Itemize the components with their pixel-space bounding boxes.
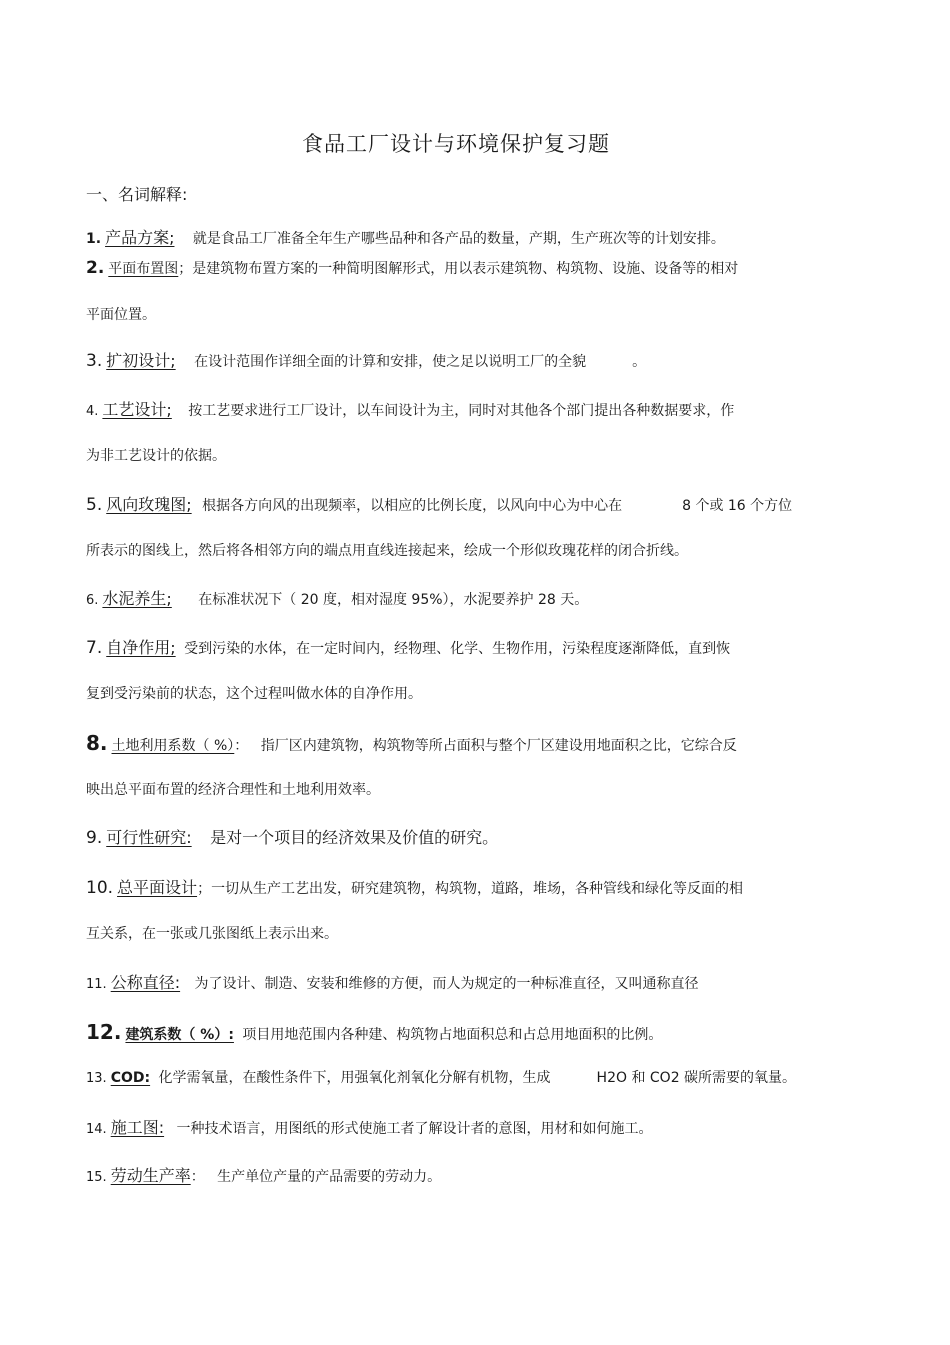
entry-number: 12.: [86, 1020, 122, 1044]
entry-term: 工艺设计;: [102, 400, 172, 419]
entry-definition: 就是食品工厂准备全年生产哪些品种和各产品的数量，产期，生产班次等的计划安排。: [192, 231, 725, 247]
entry-definition: 按工艺要求进行工厂设计，以车间设计为主，同时对其他各个部门提出各种数据要求，作: [188, 403, 735, 419]
entry-definition: 指厂区内建筑物，构筑物等所占面积与整个厂区建设用地面积之比，它综合反: [260, 738, 737, 754]
entry-number: 5.: [86, 495, 103, 515]
entry-definition: 化学需氧量，在酸性条件下，用强氧化剂氧化分解有机物，生成: [158, 1070, 551, 1086]
entry-number: 8.: [86, 731, 108, 755]
entry-term: 产品方案;: [105, 228, 175, 247]
entry-term: 施工图:: [110, 1118, 165, 1137]
entry-term: 水泥养生;: [102, 589, 172, 608]
entry-definition: 一种技术语言，用图纸的形式使施工者了解设计者的意图，用材和如何施工。: [176, 1121, 653, 1137]
entry-6: [86, 575, 876, 622]
entry-8: [86, 720, 876, 814]
entry-definition: 一切从生产工艺出发，研究建筑物，构筑物，道路，堆场，各种管线和绿化等反面的相: [211, 881, 744, 897]
entry-definition-end: 。: [632, 354, 647, 370]
entry-term: 扩初设计;: [106, 351, 176, 370]
entry-number: 3.: [86, 351, 103, 371]
entry-number: 11.: [86, 977, 107, 992]
entry-definition: 是建筑物布置方案的一种简明图解形式，用以表示建筑物、构筑物、设施、设备等的相对: [192, 261, 739, 277]
entry-number: 13.: [86, 1071, 107, 1086]
entry-separator: ：: [190, 1169, 205, 1185]
document-title: 食品工厂设计与环境保护复习题: [302, 132, 610, 156]
entry-5: [86, 481, 886, 575]
entry-10: [86, 864, 876, 958]
entry-continuation: 平面位置。: [86, 307, 156, 323]
entry-definition: 项目用地范围内各种建、构筑物占地面积总和占总用地面积的比例。: [242, 1027, 663, 1043]
entry-separator: ：: [234, 738, 249, 754]
entry-term: 土地利用系数（ %）: [111, 738, 235, 754]
entry-separator: ；: [197, 881, 212, 897]
entry-continuation: 为非工艺设计的依据。: [86, 448, 226, 464]
entry-3: [86, 337, 876, 384]
entry-number: 15.: [86, 1170, 107, 1185]
entry-12: [86, 1009, 876, 1056]
entry-4: [86, 386, 876, 480]
entry-separator: ；: [178, 261, 193, 277]
entry-7: [86, 624, 876, 718]
entry-definition: 为了设计、制造、安装和维修的方便，而人为规定的一种标准直径，又叫通称直径: [194, 976, 699, 992]
entry-continuation: 所表示的图线上，然后将各相邻方向的端点用直线连接起来，绘成一个形似玫瑰花样的闭合折线。: [86, 543, 688, 559]
entry-number: 4.: [86, 404, 99, 419]
entry-term: 总平面设计: [117, 878, 198, 897]
entry-definition: 在设计范围作详细全面的计算和安排，使之足以说明工厂的全貌: [194, 354, 587, 370]
entry-definition: 是对一个项目的经济效果及价值的研究。: [210, 828, 499, 847]
entry-definition-tail: 8 个或 16 个方位: [682, 498, 793, 514]
entry-number: 2.: [86, 258, 105, 278]
entry-2: [86, 245, 876, 339]
entry-continuation: 复到受污染前的状态，这个过程叫做水体的自净作用。: [86, 686, 422, 702]
entry-number: 9.: [86, 828, 103, 848]
entry-definition: 在标准状况下（ 20 度，相对湿度 95%），水泥要养护 28 天。: [198, 592, 589, 608]
entry-9: [86, 814, 876, 861]
entry-number: 6.: [86, 593, 99, 608]
section-heading: 一、名词解释:: [86, 185, 188, 204]
entry-definition-tail: H2O 和 CO2 碳所需要的氧量。: [596, 1070, 797, 1086]
entry-term: COD:: [110, 1070, 151, 1086]
entry-number: 14.: [86, 1122, 107, 1137]
entry-11: [86, 959, 876, 1006]
entry-term: 劳动生产率: [110, 1166, 191, 1185]
entry-13: [86, 1055, 886, 1102]
entry-continuation: 映出总平面布置的经济合理性和土地利用效率。: [86, 782, 380, 798]
entry-continuation: 互关系，在一张或几张图纸上表示出来。: [86, 926, 338, 942]
entry-number: 1.: [86, 231, 102, 247]
entry-term: 自净作用;: [106, 638, 176, 657]
entry-term: 建筑系数（ %）:: [125, 1027, 234, 1043]
entry-term: 可行性研究:: [106, 828, 192, 847]
entry-definition: 受到污染的水体，在一定时间内，经物理、化学、生物作用，污染程度逐渐降低，直到恢: [184, 641, 731, 657]
entry-definition: 生产单位产量的产品需要的劳动力。: [217, 1169, 442, 1185]
entry-number: 7.: [86, 638, 103, 658]
entry-number: 10.: [86, 878, 114, 898]
entry-15: [86, 1152, 876, 1199]
entry-14: [86, 1104, 876, 1151]
entry-term: 平面布置图: [108, 261, 179, 277]
entry-term: 风向玫瑰图;: [106, 495, 192, 514]
entry-definition: 根据各方向风的出现频率，以相应的比例长度，以风向中心为中心在: [202, 498, 623, 514]
entry-term: 公称直径:: [110, 973, 181, 992]
